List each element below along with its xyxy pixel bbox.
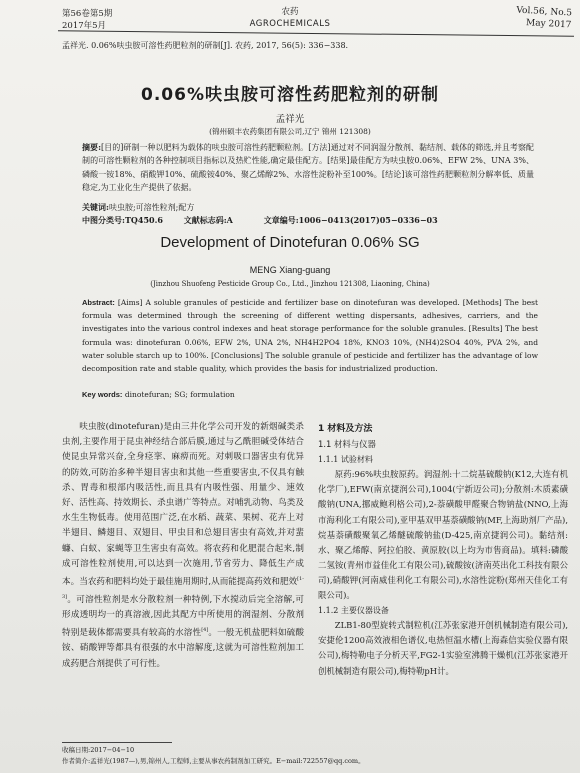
keywords-cn — [82, 202, 194, 213]
keywords-cn-label: 关键词: — [82, 202, 109, 212]
running-header-right — [516, 5, 573, 32]
section-heading-1: 1 材料及方法 — [318, 424, 373, 434]
classification-line — [82, 215, 538, 226]
volume-issue-en: Vol.56, No.5 — [516, 5, 573, 19]
date-en: May 2017 — [526, 18, 572, 31]
abstract-cn — [82, 141, 534, 194]
affiliation-en: (Jinzhou Shuofeng Pesticide Group Co., Ltd., Jinzhou 121308, Liaoning, China) — [150, 280, 430, 288]
footnote-rule — [62, 742, 172, 743]
received-date: 收稿日期:2017−04−10 — [62, 746, 135, 754]
affiliation-cn: (锦州硕丰农药集团有限公司,辽宁 锦州 121308) — [209, 127, 371, 136]
intro-citation: [1-3] — [62, 576, 304, 601]
title-en: Development of Dinotefuran 0.06% SG — [160, 234, 420, 251]
intro-text: 呋虫胺(dinotefuran)是由三井化学公司开发的新烟碱类杀虫剂,主要作用于昆虫神经结合部后膜,通过与乙酰胆碱受体结合使昆虫异常兴奋,全身痉挛、麻痹而死。对刺吸口器害虫有优异的防效,可防治多种半翅目害虫和其他一些重要害虫,不仅具有触杀、胃毒和根部内吸活性,而且具有内吸性强、用量少、速效好、活性高、持效期长、杀虫谱广等特点。对哺乳动物、鸟类及水生生物低毒。使用范围广泛,在水稻、蔬菜、果树、花卉上对半翅目、鳞翅目、双翅目、甲虫目和总翅目害虫有高效,并对蜚蠊、白蚁、家蝇等卫生害虫有高效。将农药和化肥混合起来,制成可溶性粒剂使用,可以达到一次施用,节省劳力、降低生产成本。当农药和肥料均处于最佳施用期时,从而能提高药效和肥效 — [62, 422, 304, 587]
intro-citation-2: [4] — [201, 627, 209, 634]
journal-name-cn: 农药 — [281, 7, 299, 17]
abstract-cn-text: [目的]研制一种以肥料为载体的呋虫胺可溶性药肥颗粒剂。[方法]通过对不同润湿分散剂、黏结剂、载体的筛选,并且考察配制的可溶性颗粒剂的各种控制项目指标以及热贮性能,确定最佳配方。[结果]最佳配方为呋虫胺0.06%、EFW 2%、UNA 3%、磷酸一铵18%、硝酸钾10%、硫酸铵40%、聚乙烯醇2%、水溶性淀粉补至100%。[结论]该可溶性药肥颗粒剂分解率低、质量稳定,为工业化生产提供了依据。 — [82, 143, 534, 192]
abstract-cn-label: 摘要: — [82, 142, 102, 152]
citation-line: 孟祥光. 0.06%呋虫胺可溶性药肥粒剂的研制[J]. 农药, 2017, 56(5): 336−338. — [62, 41, 349, 50]
keywords-en-text: dinotefuran; SG; formulation — [124, 390, 235, 399]
author-en: MENG Xiang-guang — [249, 265, 331, 275]
keywords-en-label: Key words: — [82, 390, 123, 399]
methods-column — [318, 422, 568, 679]
abstract-en — [82, 296, 538, 375]
section-heading-1-1-1: 1.1.1 试验材料 — [318, 455, 373, 465]
abstract-en-label: Abstract: — [82, 298, 115, 307]
author-cn: 孟祥光 — [275, 114, 305, 125]
journal-name-en: AGROCHEMICALS — [249, 19, 331, 29]
clc-number: 中图分类号:TQ450.6 — [82, 215, 163, 225]
date-cn: 2017年5月 — [62, 21, 107, 31]
author-bio: 作者简介:孟祥光(1987—),男,锦州人,工程师,主要从事农药制剂加工研究。E−mail:722557@qq.com。 — [62, 757, 365, 765]
running-header-left — [62, 8, 112, 32]
instruments-paragraph: ZLB1-80型旋转式制粒机(江苏张家港开创机械制造有限公司),安捷伦1200高效液相色谱仪,电热恒温水槽(上海森信实验仪器有限公司),梅特勒电子分析天平,FG2-1实验室沸腾干燥机(江苏张家港开创机械制造有限公司),梅特勒pH计。 — [318, 620, 568, 676]
intro-text-end: 。一般无机盐肥料如硫酸铵、硝酸钾等都具有很强的水中溶解度,这就为可溶性粒剂加工成药肥合剂提供了可行性。 — [62, 628, 304, 669]
abstract-en-text: [Aims] A soluble granules of pesticide and fertilizer base on dinotefuran was developed. [Methods] The best formula was determined through the screening of different wetting dispersants, adhesives, carriers, and the investigates into the various control indexes and heat storage performance for the soluble granules. [Results] The best formula was: dinotefuran 0.06%, EFW 2%, UNA 2%, NH4H2PO4 18%, KNO3 10%, (NH4)2SO4 40%, PVA 2%, and water soluble starch up to 100%. [Conclusions] The soluble granule of pesticide and fertilizer has the advantage of low decomposition rate and stable quality, which provides the basis for industrialized production. — [82, 298, 539, 374]
intro-paragraph — [62, 420, 304, 672]
title-cn: 0.06%呋虫胺可溶性药肥粒剂的研制 — [141, 85, 439, 105]
section-heading-1-1: 1.1 材料与仪器 — [318, 439, 376, 450]
article-number: 文章编号:1006−0413(2017)05−0336−03 — [263, 215, 438, 225]
section-heading-1-1-2: 1.1.2 主要仪器设备 — [318, 606, 389, 616]
materials-paragraph: 原药:96%呋虫胺原药。润湿剂:十二烷基硫酸钠(K12,大连有机化学厂),EFW(南京捷润公司),1004(宁新迈公司);分散剂:木质素磺酸钠(UNA,挪威鲍利格公司),2-萘磺酸甲醛聚合物钠盐(NNO,上海市海利化工有限公司),亚甲基双甲基萘磺酸钠(MF,上海助剂厂产品),烷基萘磺酸聚氧乙烯醚硫酸钠盐(D-425,南京捷润公司)。黏结剂:水、聚乙烯醇、阿拉伯胶、黄原胶(以上均为市售商品)。填料:磷酸二氢铵(青州市益佳化工有限公司),硫酸铵(济南英出化工科技有限公司),硝酸钾(河南威佳利化工有限公司),水溶性淀粉(郑州天佳化工有限公司)。 — [318, 469, 568, 601]
volume-issue-cn: 第56卷第5期 — [62, 9, 113, 19]
keywords-en — [82, 390, 235, 399]
document-code: 文献标志码:A — [183, 215, 233, 225]
intro-text-cont: 。可溶性粒剂是水分散粒剂一种特例,下水搅动后完全溶解,可形成透明均一的真溶液,因此其配方中所使用的润湿剂、分散剂特别是载体都需要具有较高的水溶性 — [62, 594, 304, 639]
keywords-cn-text: 呋虫胺;可溶性粒剂;配方 — [108, 203, 195, 212]
header-rule — [58, 30, 574, 36]
running-header-center — [230, 6, 350, 30]
